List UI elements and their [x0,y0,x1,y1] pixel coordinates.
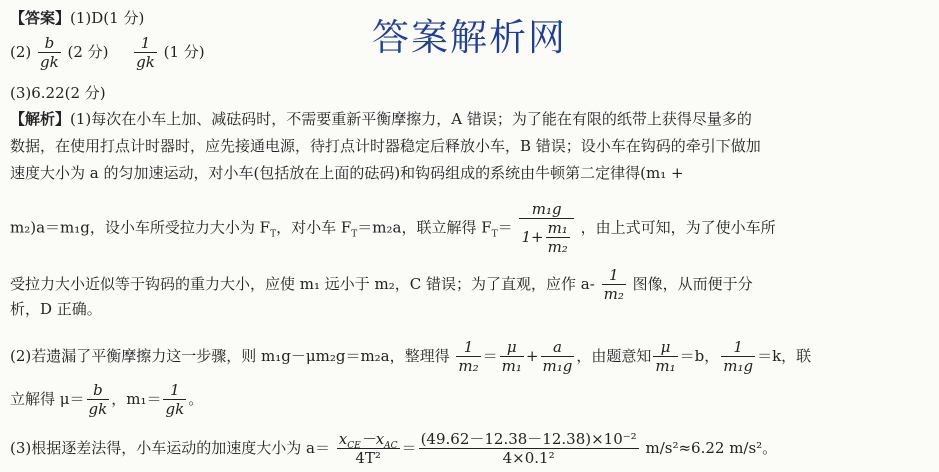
answer-q2-score-b: (1 分) [163,43,205,61]
watermark-title: 答案解析网 [372,16,567,59]
analysis-line-4: m₂)a＝m₁g，设小车所受拉力大小为 $F_T$，对小车 $F_T=m_2a$，联立解得 $F_T=$ m₁g 1+ $\frac{\text{m₁}}{\text{m₂}}$ ，由上式可知，为了使小车所 [10,200,776,256]
answer-label: 【答案】 [10,9,71,27]
analysis-line-5: 受拉力大小近似等于钩码的重力大小，应使 m₁ 远小于 m₂，C 错误；为了直观，应作 a- $\frac{1}{\text{m₂}}$ 图像，从而便于分 [10,266,753,303]
analysis-line-6: 析，D 正确。 [10,300,102,318]
analysis-part3: (3)根据逐差法得，小车运动的加速度大小为 a＝ $\frac{x_{CE}-x_{AC}}{\text{4T²}}$ ＝ $\frac{\text{(49.62－12.38－12.38)×10⁻²}}{\text{4×0.1²}}$ m/s²≈6.22 m/s²。 [10,430,778,467]
fraction-1-over-gk: $\frac{1}{gk}$ [136,34,155,71]
answer-q1: (1)D(1 分) [70,9,145,27]
answer-line-2 [10,36,205,70]
fraction-tension: m₁g 1+ $\frac{\text{m₁}}{\text{m₂}}$ [519,202,573,255]
analysis-line-1: 【解析】(1)每次在小车上加、减砝码时，不需要重新平衡摩擦力，A 错误；为了能在有限的纸带上获得尽量多的 [10,110,752,128]
fraction-numeric: $\frac{\text{(49.62－12.38－12.38)×10⁻²}}{\text{4×0.1²}}$ [420,430,637,467]
answer-q2-score-a: (2 分) [67,43,109,61]
answer-q3: (3)6.22(2 分) [10,84,106,102]
analysis-part2-line-2: 立解得 μ＝ $\frac{b}{gk}$ ，m₁＝ $\frac{1}{gk}$ 。 [10,381,204,418]
fraction-1-over-m2: $\frac{1}{\text{m₂}}$ [603,266,624,303]
analysis-line-2: 数据，在使用打点计时器时，应先接通电源，待打点计时器稳定后释放小车，B 错误；设小车在钩码的牵引下做加 [10,137,761,155]
fraction-b-over-gk: $\frac{b}{gk}$ [40,34,59,71]
answer-q2-prefix: (2) [10,43,32,61]
answer-line-1 [10,11,144,26]
analysis-line-3: 速度大小为 a 的匀加速运动，对小车(包括放在上面的砝码)和钩码组成的系统由牛顿第二定律得(m₁ + [10,164,684,182]
fraction-diff-method: $\frac{x_{CE}-x_{AC}}{\text{4T²}}$ [338,430,398,467]
analysis-part2-line-1: (2)若遗漏了平衡摩擦力这一步骤，则 m₁g－μm₂g＝m₂a，整理得 $\frac{1}{\text{m₂}}$ ＝ $\frac{\mu}{\text{m₁}}$ + $\frac{a}{\text{m₁g}}$ ，由题意知 $\frac{\mu}{\text{m₁}}$ ＝b， $\frac{1}{\text{m₁g}}$ ＝k，联 [10,338,812,375]
analysis-label: 【解析】 [10,110,71,128]
